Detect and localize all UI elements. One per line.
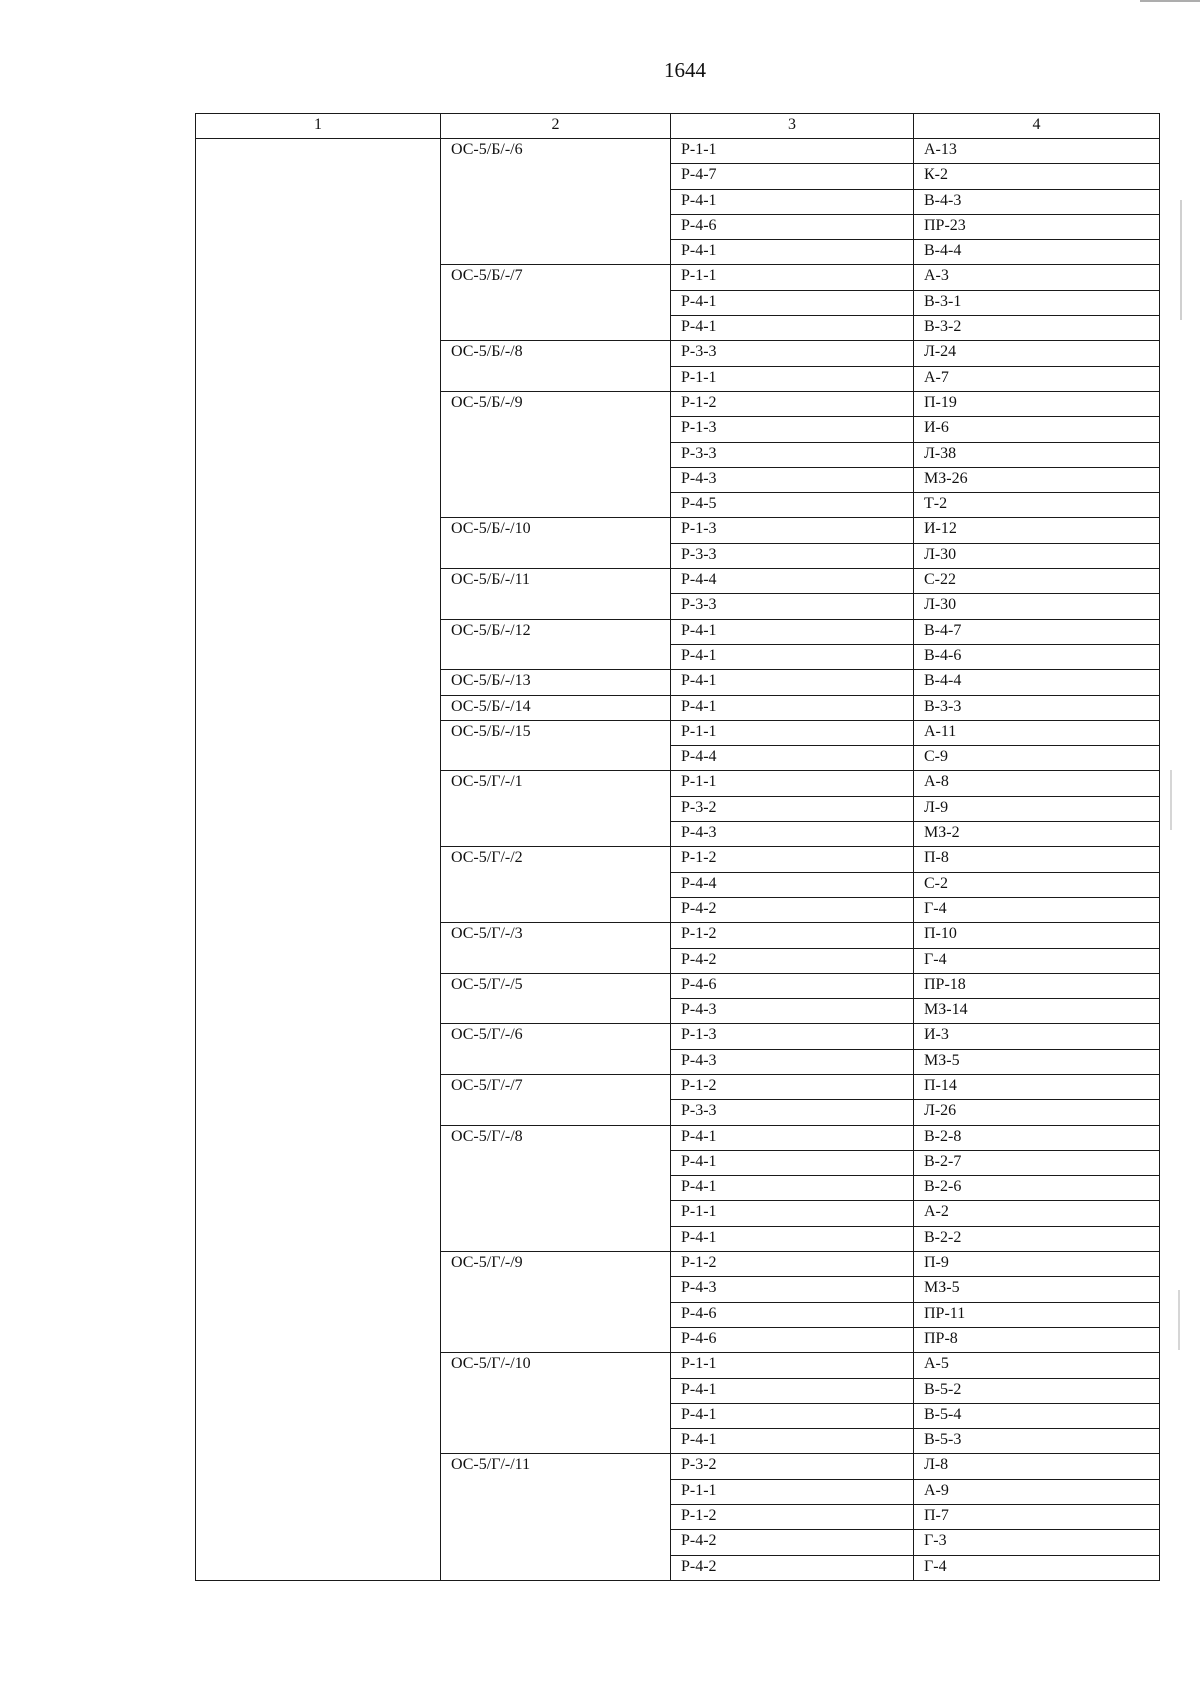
value-cell: Л-9: [914, 796, 1160, 821]
code-cell: Р-4-1: [671, 1125, 914, 1150]
value-cell: В-4-7: [914, 619, 1160, 644]
value-cell: Л-30: [914, 594, 1160, 619]
group-code-cell: ОС-5/Г/-/6: [441, 1024, 671, 1075]
value-cell: В-5-2: [914, 1378, 1160, 1403]
value-cell: И-6: [914, 417, 1160, 442]
column-1-cell: [196, 139, 441, 1581]
code-cell: Р-4-1: [671, 1176, 914, 1201]
value-cell: А-3: [914, 265, 1160, 290]
code-cell: Р-4-1: [671, 1429, 914, 1454]
value-cell: А-7: [914, 366, 1160, 391]
value-cell: А-5: [914, 1353, 1160, 1378]
scan-noise: [1180, 200, 1182, 320]
value-cell: ПР-23: [914, 214, 1160, 239]
header-row: [196, 114, 1160, 139]
code-cell: Р-4-4: [671, 746, 914, 771]
code-cell: Р-4-6: [671, 214, 914, 239]
value-cell: Л-38: [914, 442, 1160, 467]
code-cell: Р-4-1: [671, 619, 914, 644]
value-cell: А-8: [914, 771, 1160, 796]
value-cell: В-2-2: [914, 1226, 1160, 1251]
value-cell: В-4-4: [914, 670, 1160, 695]
value-cell: П-8: [914, 847, 1160, 872]
code-cell: Р-4-3: [671, 467, 914, 492]
code-cell: Р-1-3: [671, 1024, 914, 1049]
value-cell: Л-8: [914, 1454, 1160, 1479]
code-cell: Р-4-1: [671, 695, 914, 720]
code-cell: Р-1-2: [671, 391, 914, 416]
header-col-2: 2: [441, 114, 671, 139]
group-code-cell: ОС-5/Г/-/3: [441, 923, 671, 974]
code-cell: Р-4-7: [671, 164, 914, 189]
group-code-cell: ОС-5/Г/-/5: [441, 973, 671, 1024]
code-cell: Р-1-3: [671, 518, 914, 543]
code-cell: Р-4-5: [671, 493, 914, 518]
value-cell: И-3: [914, 1024, 1160, 1049]
scan-noise: [1140, 0, 1200, 2]
value-cell: В-4-4: [914, 240, 1160, 265]
group-code-cell: ОС-5/Г/-/8: [441, 1125, 671, 1251]
value-cell: МЗ-5: [914, 1277, 1160, 1302]
value-cell: ПР-8: [914, 1327, 1160, 1352]
value-cell: А-9: [914, 1479, 1160, 1504]
group-code-cell: ОС-5/Г/-/10: [441, 1353, 671, 1454]
value-cell: С-9: [914, 746, 1160, 771]
code-cell: Р-4-1: [671, 670, 914, 695]
code-cell: Р-4-2: [671, 897, 914, 922]
group-code-cell: ОС-5/Б/-/7: [441, 265, 671, 341]
value-cell: Л-30: [914, 543, 1160, 568]
code-cell: Р-4-1: [671, 644, 914, 669]
code-cell: Р-1-1: [671, 265, 914, 290]
group-code-cell: ОС-5/Г/-/9: [441, 1252, 671, 1353]
value-cell: П-7: [914, 1505, 1160, 1530]
code-cell: Р-4-3: [671, 999, 914, 1024]
code-cell: Р-4-1: [671, 316, 914, 341]
value-cell: Л-24: [914, 341, 1160, 366]
value-cell: П-14: [914, 1074, 1160, 1099]
header-col-3: 3: [671, 114, 914, 139]
code-cell: Р-3-3: [671, 594, 914, 619]
value-cell: В-2-8: [914, 1125, 1160, 1150]
code-cell: Р-1-2: [671, 1505, 914, 1530]
code-cell: Р-1-2: [671, 847, 914, 872]
code-cell: Р-4-1: [671, 1403, 914, 1428]
code-cell: Р-1-2: [671, 1252, 914, 1277]
table-row: [196, 139, 1160, 164]
code-cell: Р-4-1: [671, 290, 914, 315]
value-cell: К-2: [914, 164, 1160, 189]
value-cell: В-3-2: [914, 316, 1160, 341]
code-cell: Р-4-3: [671, 1277, 914, 1302]
value-cell: В-3-1: [914, 290, 1160, 315]
code-cell: Р-4-1: [671, 1226, 914, 1251]
value-cell: Г-4: [914, 1555, 1160, 1580]
value-cell: И-12: [914, 518, 1160, 543]
code-cell: Р-4-1: [671, 240, 914, 265]
code-cell: Р-4-1: [671, 189, 914, 214]
group-code-cell: ОС-5/Б/-/6: [441, 139, 671, 265]
group-code-cell: ОС-5/Г/-/11: [441, 1454, 671, 1580]
code-cell: Р-1-1: [671, 771, 914, 796]
scan-noise: [1170, 770, 1172, 830]
header-col-4: 4: [914, 114, 1160, 139]
group-code-cell: ОС-5/Г/-/7: [441, 1074, 671, 1125]
value-cell: Л-26: [914, 1100, 1160, 1125]
group-code-cell: ОС-5/Б/-/10: [441, 518, 671, 569]
code-cell: Р-4-6: [671, 973, 914, 998]
table-body: [196, 139, 1160, 1581]
code-cell: Р-1-2: [671, 1074, 914, 1099]
data-table: [195, 113, 1160, 1581]
value-cell: С-22: [914, 569, 1160, 594]
header-col-1: 1: [196, 114, 441, 139]
group-code-cell: ОС-5/Б/-/12: [441, 619, 671, 670]
code-cell: Р-4-1: [671, 1378, 914, 1403]
code-cell: Р-4-4: [671, 872, 914, 897]
value-cell: ПР-18: [914, 973, 1160, 998]
value-cell: А-2: [914, 1201, 1160, 1226]
value-cell: В-2-7: [914, 1150, 1160, 1175]
code-cell: Р-4-4: [671, 569, 914, 594]
value-cell: Г-4: [914, 897, 1160, 922]
group-code-cell: ОС-5/Г/-/2: [441, 847, 671, 923]
value-cell: П-19: [914, 391, 1160, 416]
code-cell: Р-3-3: [671, 442, 914, 467]
value-cell: В-5-3: [914, 1429, 1160, 1454]
code-cell: Р-3-3: [671, 543, 914, 568]
code-cell: Р-1-1: [671, 1353, 914, 1378]
code-cell: Р-4-2: [671, 1555, 914, 1580]
value-cell: В-5-4: [914, 1403, 1160, 1428]
group-code-cell: ОС-5/Г/-/1: [441, 771, 671, 847]
code-cell: Р-3-2: [671, 796, 914, 821]
code-cell: Р-1-1: [671, 1479, 914, 1504]
code-cell: Р-3-3: [671, 341, 914, 366]
group-code-cell: ОС-5/Б/-/13: [441, 670, 671, 695]
value-cell: А-11: [914, 720, 1160, 745]
value-cell: А-13: [914, 139, 1160, 164]
code-cell: Р-4-3: [671, 1049, 914, 1074]
code-cell: Р-3-3: [671, 1100, 914, 1125]
code-cell: Р-1-1: [671, 1201, 914, 1226]
code-cell: Р-1-3: [671, 417, 914, 442]
value-cell: Г-4: [914, 948, 1160, 973]
group-code-cell: ОС-5/Б/-/8: [441, 341, 671, 392]
value-cell: В-3-3: [914, 695, 1160, 720]
code-cell: Р-1-1: [671, 139, 914, 164]
value-cell: ПР-11: [914, 1302, 1160, 1327]
code-cell: Р-4-1: [671, 1150, 914, 1175]
value-cell: Г-3: [914, 1530, 1160, 1555]
scan-noise: [1178, 1290, 1180, 1350]
code-cell: Р-4-3: [671, 822, 914, 847]
value-cell: МЗ-2: [914, 822, 1160, 847]
group-code-cell: ОС-5/Б/-/9: [441, 391, 671, 517]
code-cell: Р-1-1: [671, 366, 914, 391]
value-cell: С-2: [914, 872, 1160, 897]
group-code-cell: ОС-5/Б/-/15: [441, 720, 671, 771]
value-cell: В-4-3: [914, 189, 1160, 214]
value-cell: Т-2: [914, 493, 1160, 518]
value-cell: МЗ-26: [914, 467, 1160, 492]
page-number: 1644: [664, 58, 706, 82]
group-code-cell: ОС-5/Б/-/11: [441, 569, 671, 620]
code-cell: Р-4-2: [671, 1530, 914, 1555]
table-header: [196, 114, 1160, 139]
value-cell: В-4-6: [914, 644, 1160, 669]
value-cell: В-2-6: [914, 1176, 1160, 1201]
value-cell: МЗ-5: [914, 1049, 1160, 1074]
code-cell: Р-4-6: [671, 1327, 914, 1352]
code-cell: Р-1-1: [671, 720, 914, 745]
group-code-cell: ОС-5/Б/-/14: [441, 695, 671, 720]
value-cell: П-9: [914, 1252, 1160, 1277]
code-cell: Р-3-2: [671, 1454, 914, 1479]
code-cell: Р-4-2: [671, 948, 914, 973]
value-cell: МЗ-14: [914, 999, 1160, 1024]
value-cell: П-10: [914, 923, 1160, 948]
code-cell: Р-4-6: [671, 1302, 914, 1327]
code-cell: Р-1-2: [671, 923, 914, 948]
